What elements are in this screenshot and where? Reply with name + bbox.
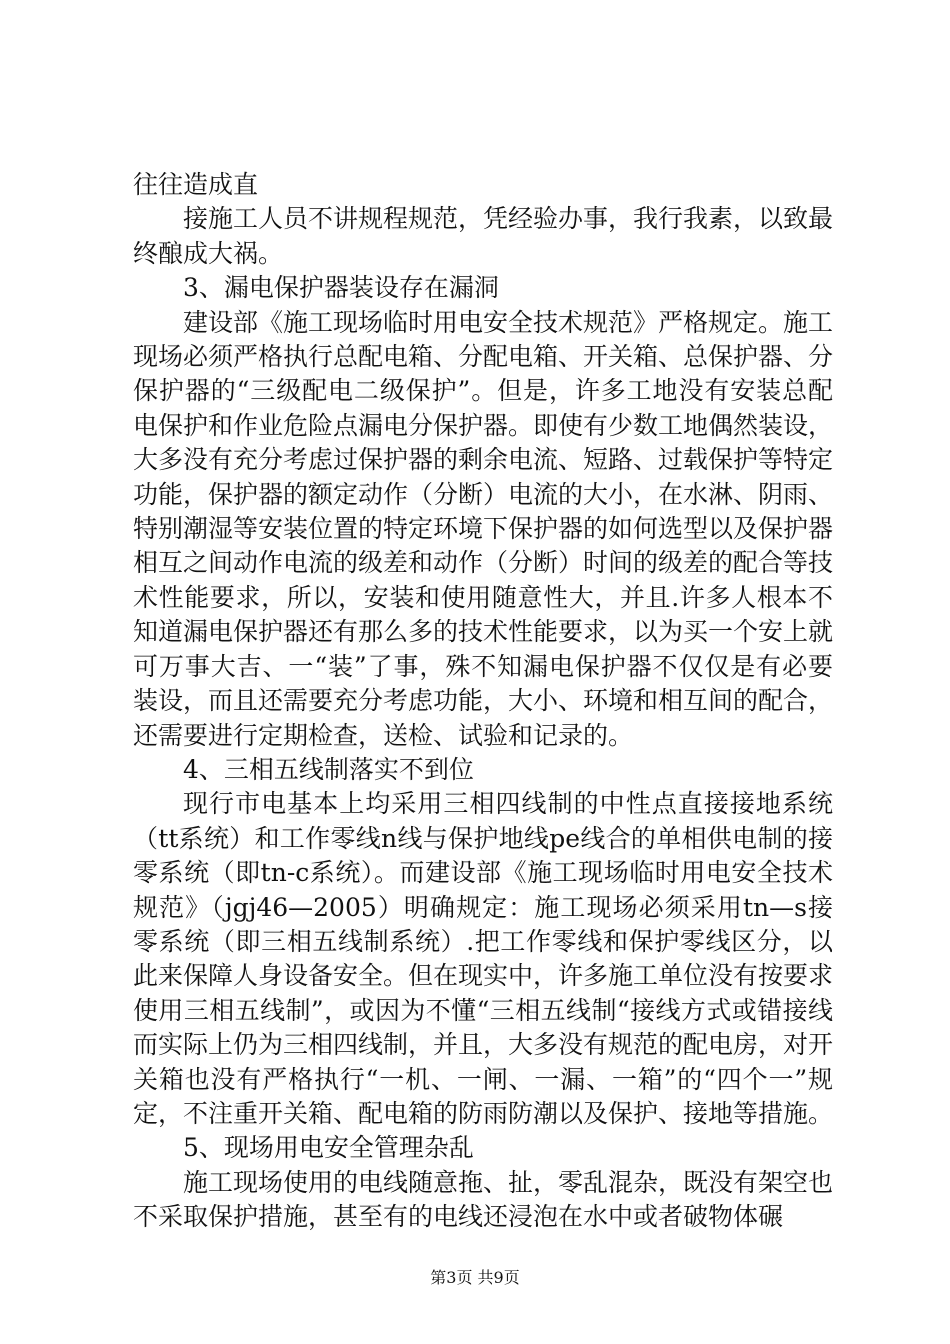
document-body — [133, 168, 833, 1235]
paragraph: 往往造成直 — [133, 170, 259, 199]
paragraph: 现行市电基本上均采用三相四线制的中性点直接接地系统（tt系统）和工作零线n线与保护地线pe线合的单相供电制的接零系统（即tn-c系统）。而建设部《施工现场临时用电安全技术规范》（jgj46—2005）明确规定：施工现场必须采用tn—s接零系统（即三相五线制系统）.把工作零线和保护零线区分，以此来保障人身设备安全。但在现实中，许多施工单位没有按要求使用三相五线制”，或因为不懂“三相五线制“接线方式或错接线而实际上仍为三相四线制，并且，大多没有规范的配电房，对开关箱也没有严格执行“一机、一闸、一漏、一箱”的“四个一”规定，不注重开关箱、配电箱的防雨防潮以及保护、接地等措施。 — [133, 789, 834, 1128]
section-heading: 4、三相五线制落实不到位 — [183, 754, 474, 784]
paragraph: 施工现场使用的电线随意拖、扯，零乱混杂，既没有架空也不采取保护措施，甚至有的电线还浸泡在水中或者破物体碾 — [133, 1167, 834, 1232]
page-footer: 第3页 共9页 — [430, 1268, 520, 1287]
paragraph: 接施工人员不讲规程规范，凭经验办事，我行我素，以致最终酿成大祸。 — [133, 204, 834, 268]
paragraph: 建设部《施工现场临时用电安全技术规范》严格规定。施工现场必须严格执行总配电箱、分配电箱、开关箱、总保护器、分保护器的“三级配电二级保护”。但是，许多工地没有安装总配电保护和作业危险点漏电分保护器。即使有少数工地偶然装设，大多没有充分考虑过保护器的剩余电流、短路、过载保护等特定功能，保护器的额定动作（分断）电流的大小，在水淋、阴雨、特别潮湿等安装位置的特定环境下保护器的如何选型以及保护器相互之间动作电流的级差和动作（分断）时间的级差的配合等技术性能要求，所以，安装和使用随意性大，并且.许多人根本不知道漏电保护器还有那么多的技术性能要求，以为买一个安上就可万事大吉、一“装”了事，殊不知漏电保护器不仅仅是有必要装设，而且还需要充分考虑功能，大小、环境和相互间的配合，还需要进行定期检查，送检、试验和记录的。 — [133, 307, 834, 750]
section-heading: 3、漏电保护器装设存在漏洞 — [183, 273, 499, 303]
section-heading: 5、现场用电安全管理杂乱 — [183, 1133, 474, 1163]
